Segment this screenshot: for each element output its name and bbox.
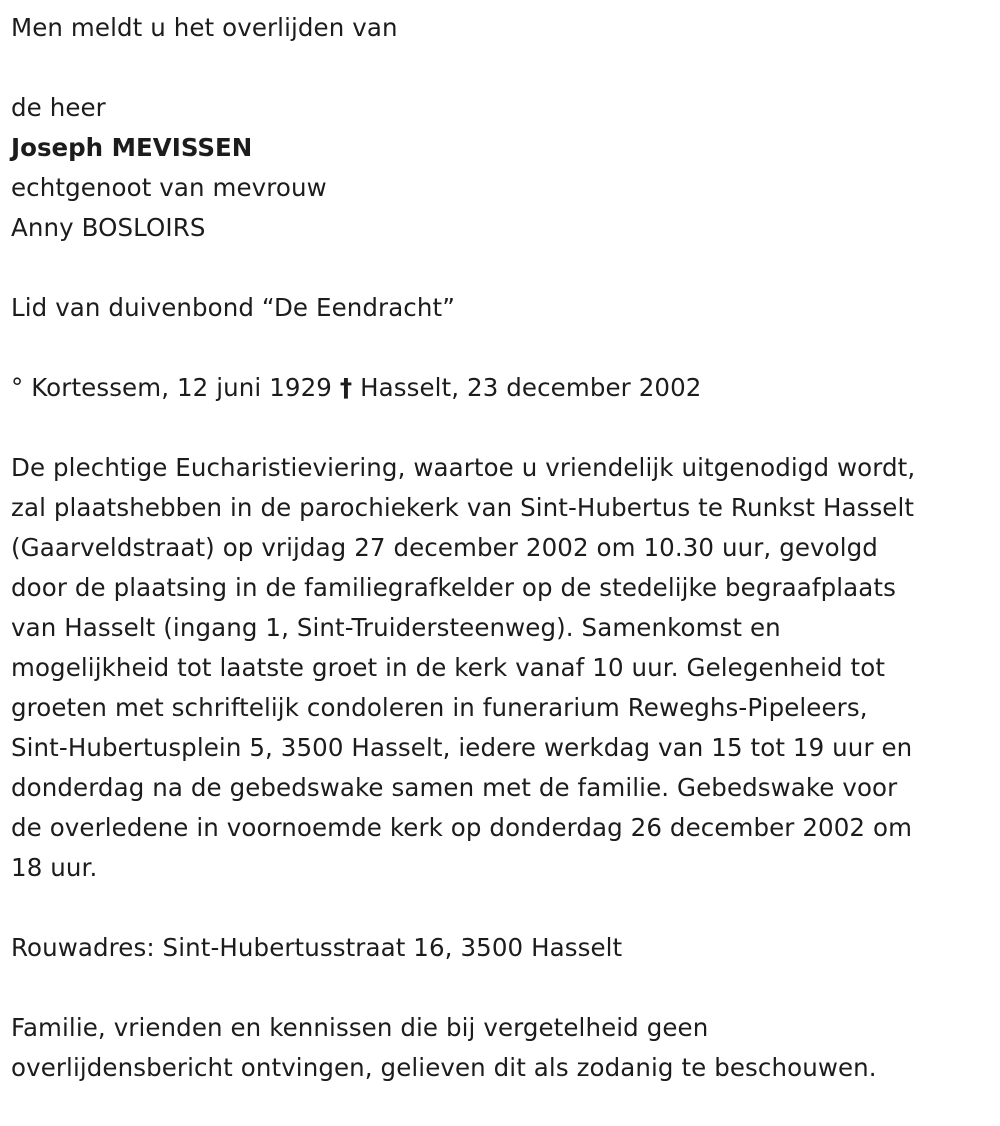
- ceremony-line: zal plaatshebben in de parochiekerk van Sint-Hubertus te Runkst Hasselt: [11, 493, 915, 522]
- mourning-address: Rouwadres: Sint-Hubertusstraat 16, 3500 Hasselt: [11, 933, 623, 962]
- spacer: [11, 888, 991, 928]
- life-dates: [11, 368, 991, 408]
- death-cross-icon: †: [339, 373, 353, 402]
- ceremony-line: door de plaatsing in de familiegrafkelder op de stedelijke begraafplaats: [11, 573, 896, 602]
- spacer: [11, 248, 991, 288]
- spacer: [11, 408, 991, 448]
- birth-info: ° Kortessem, 12 juni 1929: [11, 373, 332, 402]
- death-info: Hasselt, 23 december 2002: [360, 373, 702, 402]
- deceased-name: Joseph MEVISSEN: [11, 133, 253, 162]
- membership-text: Lid van duivenbond “De Eendracht”: [11, 293, 456, 322]
- death-notice: [11, 8, 991, 1088]
- spouse-name: Anny BOSLOIRS: [11, 213, 206, 242]
- closing-paragraph: [11, 1008, 991, 1088]
- spacer: [11, 328, 991, 368]
- ceremony-paragraph: [11, 448, 991, 888]
- ceremony-line: De plechtige Eucharistieviering, waartoe u vriendelijk uitgenodigd wordt,: [11, 453, 916, 482]
- ceremony-line: Sint-Hubertusplein 5, 3500 Hasselt, iedere werkdag van 15 tot 19 uur en: [11, 733, 913, 762]
- ceremony-line: van Hasselt (ingang 1, Sint-Truidersteenweg). Samenkomst en: [11, 613, 781, 642]
- relation-text: echtgenoot van mevrouw: [11, 173, 327, 202]
- ceremony-line: groeten met schriftelijk condoleren in funerarium Reweghs-Pipeleers,: [11, 693, 868, 722]
- title-text: de heer: [11, 93, 106, 122]
- intro-text: Men meldt u het overlijden van: [11, 13, 398, 42]
- closing-line: overlijdensbericht ontvingen, gelieven dit als zodanig te beschouwen.: [11, 1053, 877, 1082]
- closing-line: Familie, vrienden en kennissen die bij vergetelheid geen: [11, 1013, 709, 1042]
- ceremony-line: mogelijkheid tot laatste groet in de kerk vanaf 10 uur. Gelegenheid tot: [11, 653, 886, 682]
- spacer: [11, 968, 991, 1008]
- ceremony-line: (Gaarveldstraat) op vrijdag 27 december 2002 om 10.30 uur, gevolgd: [11, 533, 878, 562]
- ceremony-line: de overledene in voornoemde kerk op donderdag 26 december 2002 om: [11, 813, 913, 842]
- spacer: [11, 48, 991, 88]
- ceremony-line: donderdag na de gebedswake samen met de familie. Gebedswake voor: [11, 773, 898, 802]
- ceremony-line: 18 uur.: [11, 853, 98, 882]
